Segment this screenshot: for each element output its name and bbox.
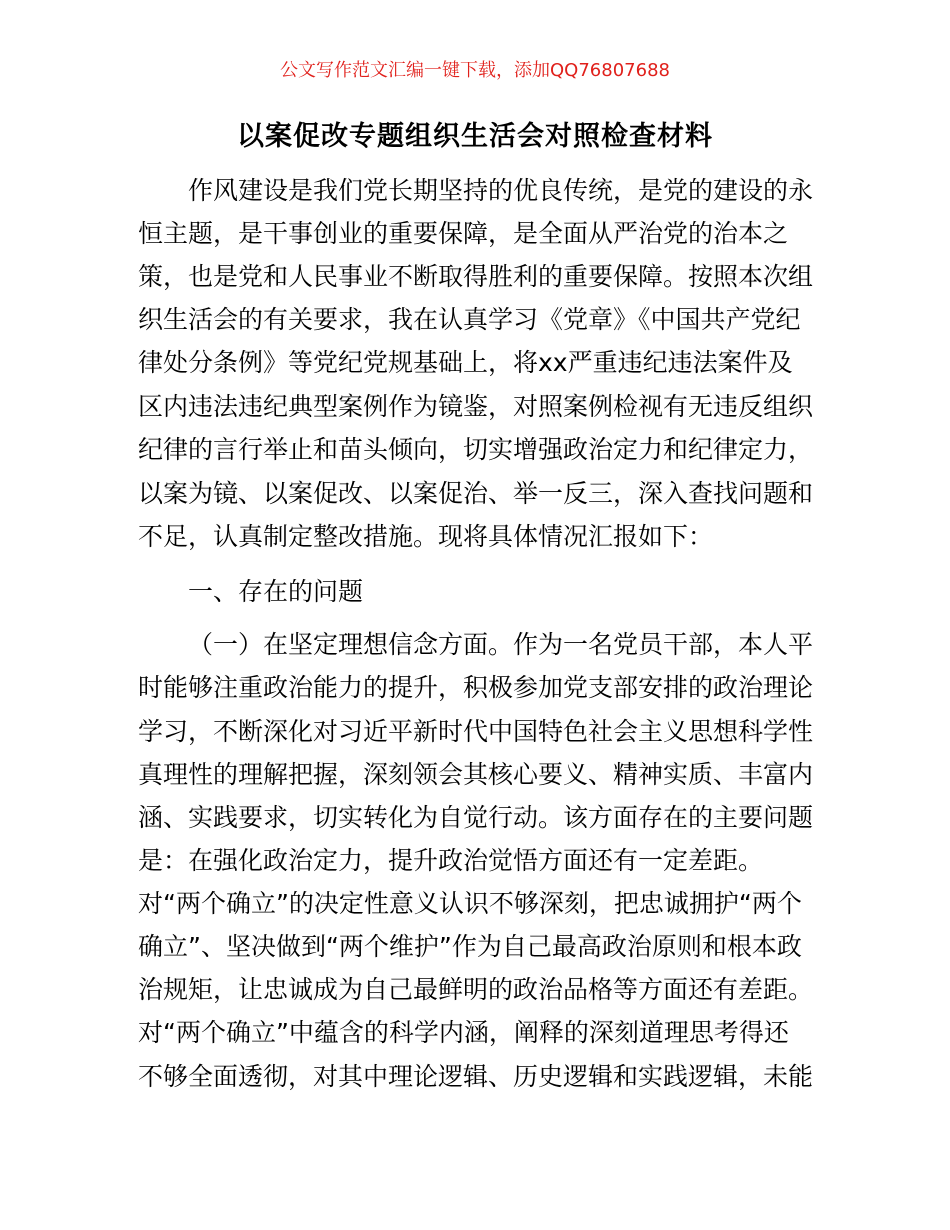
paragraph-line: （一）在坚定理想信念方面。作为一名党员干部，本人平 — [188, 630, 814, 659]
paragraph-line: 律处分条例》等党纪党规基础上，将xx严重违纪违法案件及 — [138, 348, 793, 377]
paragraph-line: 对“两个确立”中蕴含的科学内涵，阐释的深刻道理思考得还 — [138, 1018, 789, 1047]
paragraph-line: 是：在强化政治定力，提升政治觉悟方面还有一定差距。 — [138, 846, 764, 875]
paragraph-line: 织生活会的有关要求，我在认真学习《党章》《中国共产党纪 — [138, 305, 801, 334]
paragraph-line: 对“两个确立”的决定性意义认识不够深刻，把忠诚拥护“两个 — [138, 889, 802, 918]
section-heading: 一、存在的问题 — [188, 577, 364, 606]
paragraph-line: 作风建设是我们党长期坚持的优良传统，是党的建设的永 — [188, 176, 814, 205]
download-banner: 公文写作范文汇编一键下载，添加QQ76807688 — [280, 60, 670, 81]
paragraph-line: 策，也是党和人民事业不断取得胜利的重要保障。按照本次组 — [138, 262, 814, 291]
paragraph-line: 真理性的理解把握，深刻领会其核心要义、精神实质、丰富内 — [138, 760, 814, 789]
paragraph-line: 治规矩，让忠诚成为自己最鲜明的政治品格等方面还有差距。 — [138, 975, 814, 1004]
paragraph-line: 不足，认真制定整改措施。现将具体情况汇报如下： — [138, 522, 714, 551]
paragraph-line: 学习，不断深化对习近平新时代中国特色社会主义思想科学性 — [138, 717, 814, 746]
paragraph-line: 不够全面透彻，对其中理论逻辑、历史逻辑和实践逻辑，未能 — [138, 1062, 814, 1091]
document-title: 以案促改专题组织生活会对照检查材料 — [237, 121, 713, 152]
paragraph-line: 确立”、坚决做到“两个维护”作为自己最高政治原则和根本政 — [138, 932, 802, 961]
paragraph-line: 恒主题，是干事创业的重要保障，是全面从严治党的治本之 — [138, 219, 789, 248]
paragraph-line: 区内违法违纪典型案例作为镜鉴，对照案例检视有无违反组织 — [138, 392, 814, 421]
paragraph-line: 涵、实践要求，切实转化为自觉行动。该方面存在的主要问题 — [138, 803, 814, 832]
paragraph-line: 时能够注重政治能力的提升，积极参加党支部安排的政治理论 — [138, 673, 814, 702]
paragraph-line: 以案为镜、以案促改、以案促治、举一反三，深入查找问题和 — [138, 479, 814, 508]
paragraph-line: 纪律的言行举止和苗头倾向，切实增强政治定力和纪律定力， — [138, 435, 814, 464]
